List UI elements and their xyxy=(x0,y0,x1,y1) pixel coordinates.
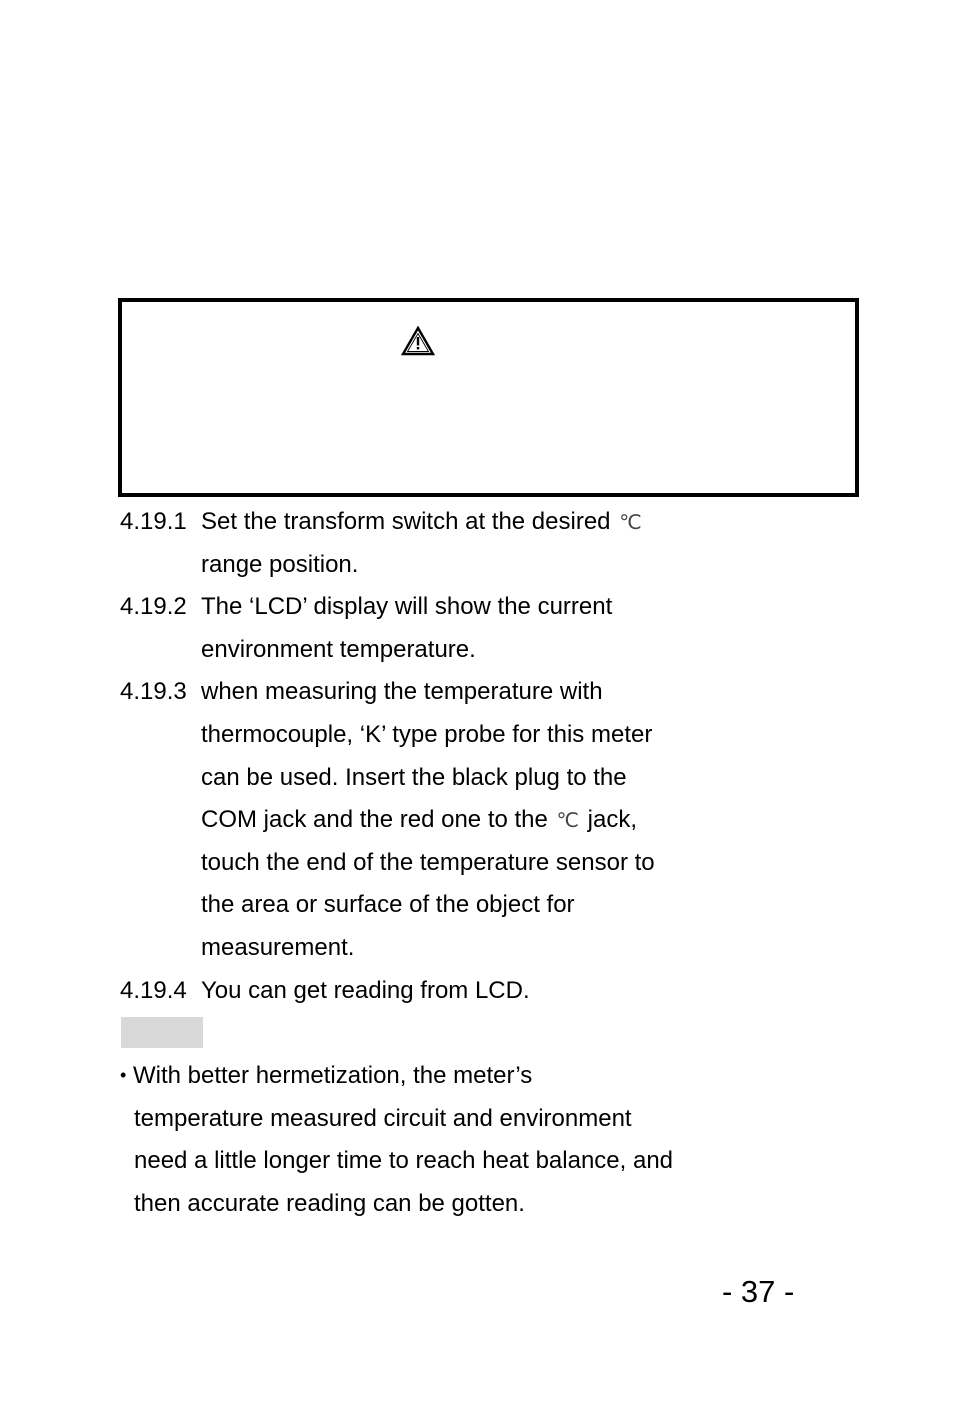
bullet-icon: • xyxy=(120,1065,127,1085)
step-text xyxy=(201,501,820,586)
step-text xyxy=(201,671,820,969)
celsius-symbol: ℃ xyxy=(619,510,642,534)
step-line-text: measurement. xyxy=(201,933,355,961)
step-line-text: touch the end of the temperature sensor to xyxy=(201,848,655,876)
step-line-text: jack, xyxy=(581,806,638,834)
step-line-text: Set the transform switch at the desired xyxy=(201,508,618,535)
warning-box xyxy=(118,298,859,497)
step-line xyxy=(201,714,820,757)
step-line-text: thermocouple, ‘K’ type probe for this meter xyxy=(201,720,653,748)
step-line xyxy=(201,799,820,842)
step-line-text: can be used. Insert the black plug to the xyxy=(201,763,627,791)
step-line-text: environment temperature. xyxy=(201,635,476,663)
step-line xyxy=(201,927,820,970)
step-line-text: range position. xyxy=(201,550,359,578)
warning-triangle-icon xyxy=(401,326,435,356)
step-item xyxy=(120,671,820,969)
step-line-text: The ‘LCD’ display will show the current xyxy=(201,593,613,621)
note-first-line xyxy=(120,1054,840,1098)
note-label-bar xyxy=(121,1017,203,1048)
step-number: 4.19.3 xyxy=(120,678,187,706)
step-line xyxy=(201,884,820,927)
step-line xyxy=(201,586,820,629)
note xyxy=(120,1054,840,1225)
step-number: 4.19.4 xyxy=(120,976,187,1004)
step-number: 4.19.2 xyxy=(120,593,187,621)
step-item xyxy=(120,501,820,586)
step-text xyxy=(201,970,820,1013)
step-line-text: COM jack and the red one to the xyxy=(201,806,555,834)
step-line-text: the area or surface of the object for xyxy=(201,891,575,919)
step-line xyxy=(201,629,820,672)
note-line: need a little longer time to reach heat balance, and xyxy=(134,1147,674,1175)
celsius-symbol: ℃ xyxy=(556,808,579,833)
note-line: temperature measured circuit and environment xyxy=(134,1104,632,1132)
step-line xyxy=(201,757,820,800)
step-line xyxy=(201,842,820,885)
note-text: With better hermetization, the meter’s xyxy=(132,1062,533,1089)
step-line-text: You can get reading from LCD. xyxy=(201,976,530,1004)
step-item xyxy=(120,970,820,1013)
note-line: then accurate reading can be gotten. xyxy=(134,1189,525,1217)
step-line xyxy=(201,671,820,714)
step-line-text: when measuring the temperature with xyxy=(201,678,603,706)
page-number: - 37 - xyxy=(722,1274,795,1309)
step-item xyxy=(120,586,820,671)
step-line xyxy=(201,544,820,587)
step-line xyxy=(201,501,820,544)
step-list xyxy=(120,501,820,1012)
step-number: 4.19.1 xyxy=(120,508,187,535)
step-line xyxy=(201,970,820,1013)
step-text xyxy=(201,586,820,671)
